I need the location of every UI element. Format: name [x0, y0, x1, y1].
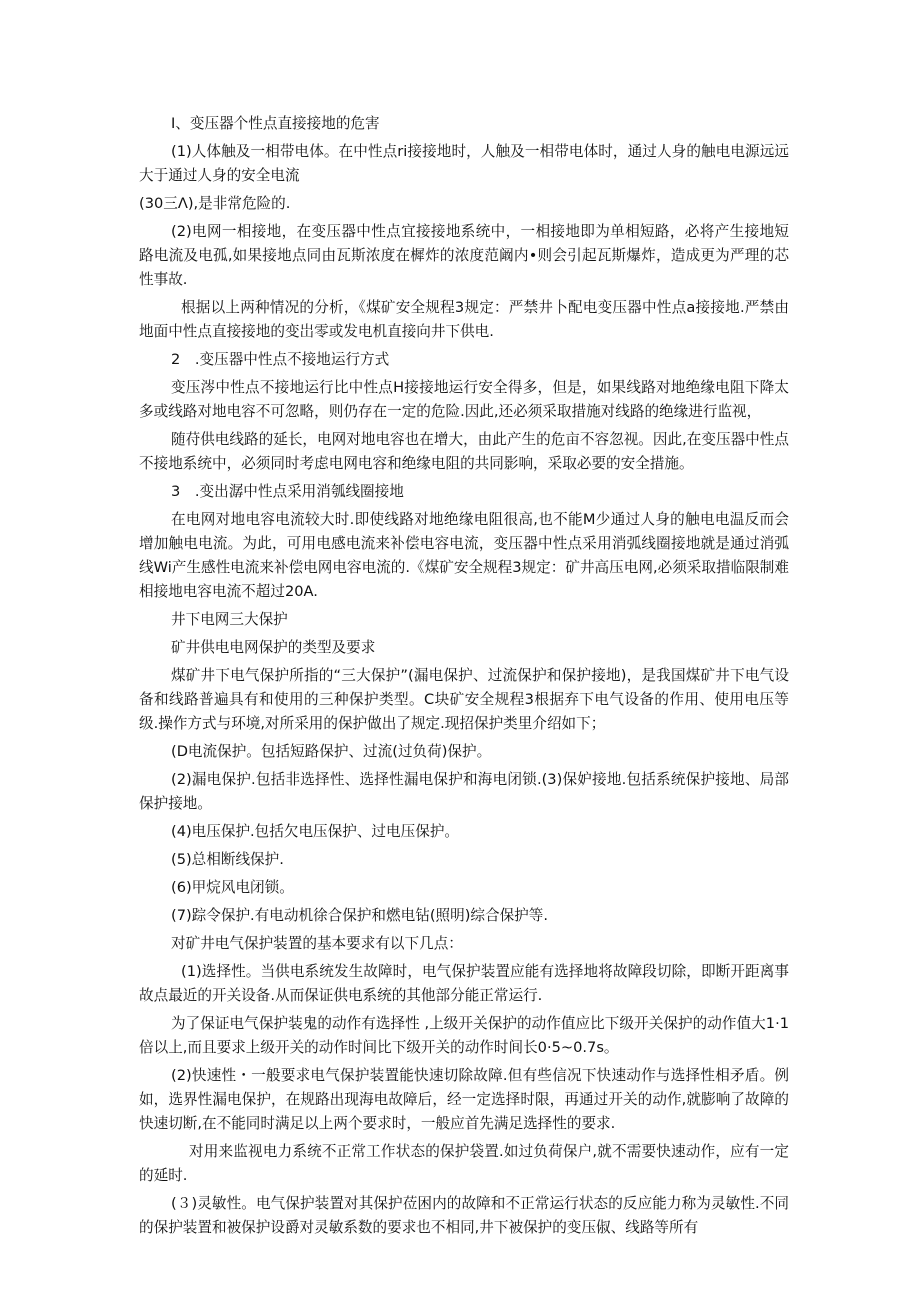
paragraph: (D电流保护。包括短路保护、过流(过负荷)保护。: [171, 743, 492, 760]
paragraph: 变压涔中性点不接地运行比中性点H接接地运行安全得多，但是，如果线路对地绝缘电阻下降太多或线路对地电容不可忽略，则仍存在一定的危险.因此,还必须采取措施对线路的绝缘进行监视，: [139, 379, 789, 420]
paragraph: 随苻供电线路的延长，电网对地电容也在增大，由此产生的危亩不容忽视。因此,在变压器中性点不接地系统中，必须同时考虑电网电容和绝缘电阻的共同影响，采取必要的安全措施。: [139, 431, 789, 472]
paragraph: (5)总相断线保护.: [171, 851, 284, 868]
paragraph: 对矿井电气保护装置的基本要求有以下几点：: [171, 935, 463, 952]
paragraph: (2)漏电保护.包括非选择性、选择性漏电保护和海电闭锁.(3)保妒接地.包括系统保护接地、局部保护接地。: [139, 771, 789, 812]
paragraph: (３)灵敏性。电气保护装置对其保护莅困内的故障和不正常运行状态的反应能力称为灵敏性.不同的保护装置和被保护设爵对灵敏系数的要求也不相同,井下被保护的变压俶、线路等所有: [139, 1195, 789, 1236]
paragraph: (30三Λ),是非常危险的.: [139, 195, 291, 212]
paragraph: (2)电网一相接地，在变压器中性点宜接接地系统中，一相接地即为单相短路，必将产生接地短路电流及电孤,如果接地点同由瓦斯浓度在樨炸的浓度范阚内•则会引起瓦斯爆炸，造成更为严理的芯性事故.: [139, 223, 789, 288]
paragraph: 根据以上两种情况的分析，《煤矿安全规程3规定：严禁井卜配电变压器中性点a接接地.严禁由地面中性点直接接地的变岀零或发电机直接向井下供电.: [139, 299, 789, 340]
paragraph: I、变压器个性点直接接地的危害: [171, 115, 380, 132]
paragraph: (7)踪令保护.有电动机徐合保护和燃电钻(照明)综合保护等.: [171, 907, 548, 924]
document-body: [139, 112, 789, 1244]
paragraph: (2)快速性・一般要求电气保护装置能快速切除故障.但有些信况下快速动作与选择性相矛盾。例如，选界性漏电保护，在规路出现海电故障后，经一定选择时限，再通过开关的动作,就膨响了故障的快速切断,在不能同时满足以上两个要求时，一般应首先满足选择性的要求.: [139, 1067, 789, 1132]
paragraph: 为了保证电气保护装鬼的动作有选择性 ,上级开关保护的动作值应比下级开关保护的动作值大1·1倍以上,而且要求上级开关的动作时间比下级开关的动作时间长0·5~0.7s。: [139, 1015, 789, 1056]
paragraph: 井下电网三大保护: [171, 611, 288, 628]
paragraph: 3 .变出潺中性点采用消瓠线圈接地: [171, 483, 404, 500]
paragraph: (1)人体触及一相带电体。在中性点ri接接地时，人触及一相带电体时，通过人身的触电电源远远大于通过人身的安全电流: [139, 143, 789, 184]
paragraph: 在电网对地电容电流较大时.即使线路对地绝缘电阻很高,也不能M少通过人身的触电电温反而会增加触电电流。为此，可用电感电流来补偿电容电流，变压器中性点采用消弧线圈接地就是通过消弧线Wi产生感性电流来补偿电网电容电流的.《煤矿安全规程3规定：矿井高压电网,必须采取措临限制难相接地电容电流不超过20A.: [139, 511, 789, 600]
paragraph: (1)选择性。当供电系统发生故障时，电气保护装置应能有选择地将故障段切除，即断开距离事故点最近的开关设备.从而保证供电系统的其他部分能正常运行.: [139, 963, 789, 1004]
paragraph: 煤矿井下电气保护所指的“三大保护”(漏电保护、过流保护和保护接地)，是我国煤矿井下电气设备和线路普遍具有和使用的三种保护类型。C块矿安全规程3根据弃下电气设备的作用、使用电压等级.操作方式与环境,对所采用的保护做出了规定.现招保护类里介绍如下；: [139, 667, 789, 732]
paragraph: 矿井供电电网保护的类型及要求: [171, 639, 376, 656]
paragraph: 对用来监视电力系统不正常工作状态的保护袋置.如过负荷保户,就不需要快速动作，应有一定的延时.: [139, 1143, 789, 1184]
paragraph: 2 .变压器中性点不接地运行方式: [171, 351, 390, 368]
paragraph: (4)电压保护.包括欠电压保护、过电压保护。: [171, 823, 460, 840]
paragraph: (6)甲烷风电闭锁。: [171, 879, 294, 896]
